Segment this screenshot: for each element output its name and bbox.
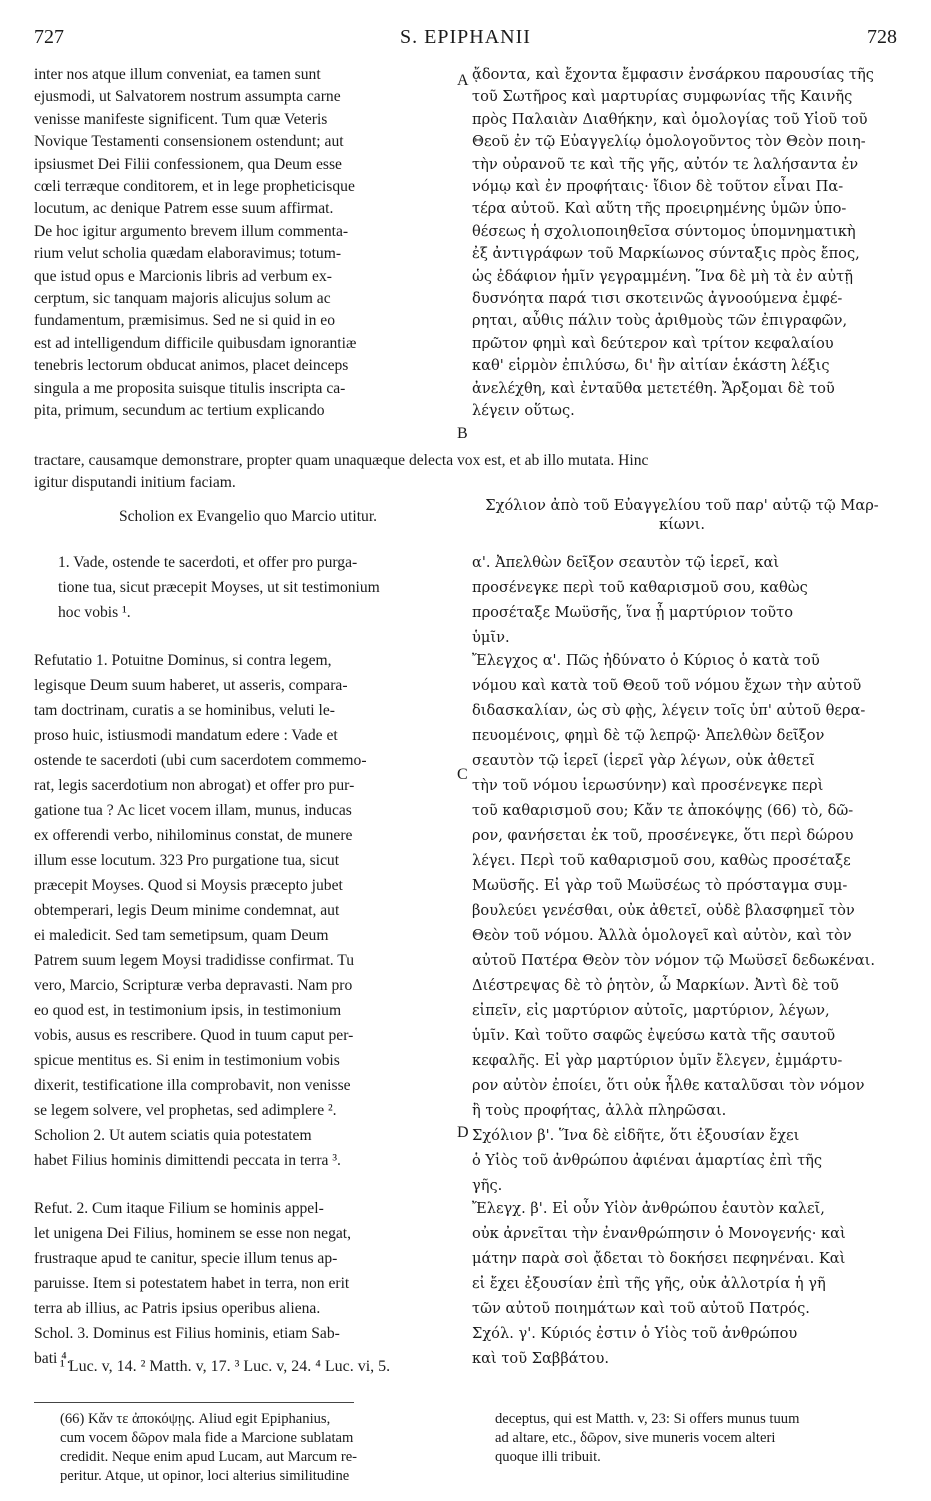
greek-line: πρῶτον φημὶ καὶ δεύτερον καὶ τρίτον κεφαλαίου: [472, 334, 834, 352]
greek-line: νόμου καὶ κατὰ τοῦ Θεοῦ τοῦ νόμου ἔχων τὴν αὐτοῦ: [472, 677, 862, 694]
greek-line: προσέταξε Μωϋσῆς, ἵνα ᾖ μαρτύριον τοῦτο: [472, 604, 794, 621]
greek-line: θέσεως ἡ σχολιοποιηθεῖσα σύντομος ὑπομνηματικὴ: [472, 222, 856, 240]
latin-line: spicue mentitus es. Si enim in testimonium vobis: [34, 1052, 340, 1069]
latin-line: 1. Vade, ostende te sacerdoti, et offer pro purga-: [58, 554, 358, 571]
latin-line: pita, primum, secundum ac tertium explicando: [34, 402, 325, 420]
latin-line: hoc vobis ¹.: [58, 604, 131, 621]
latin-line: habet Filius hominis dimittendi peccata in terra ³.: [34, 1152, 341, 1169]
greek-line: εἰ ἔχει ἐξουσίαν ἐπὶ τῆς γῆς, οὐκ ἀλλοτρία ἡ γῆ: [472, 1275, 826, 1292]
latin-line: fundamentum, præmisimus. Sed ne si quid in eo: [34, 312, 336, 330]
latin-line: Patrem suum legem Moysi tradidisse confirmat. Tu: [34, 952, 355, 969]
greek-line: Μωϋσῆς. Εἰ γὰρ τοῦ Μωϋσέως τὸ πρόσταγμα συμ-: [472, 877, 848, 894]
greek-line: οὐκ ἀρνεῖται τὴν ἐνανθρώπησιν ὁ Μονογενής· καὶ: [472, 1225, 846, 1242]
latin-line: Schol. 3. Dominus est Filius hominis, etiam Sab-: [34, 1325, 340, 1342]
latin-line: rat, legis sacerdotium non abrogat) et offer pro pur-: [34, 777, 355, 794]
margin-letter-c: C: [457, 766, 468, 783]
greek-line: λέγειν οὕτως.: [472, 402, 575, 420]
greek-line: ἀνελέχθη, καὶ ἐνταῦθα μετετέθη. Ἄρξομαι δὲ τοῦ: [472, 379, 835, 397]
full-width-lines: [34, 450, 900, 495]
latin-line: inter nos atque illum conveniat, ea tamen sunt: [34, 66, 321, 83]
latin-line: vero, Marcio, Scripturæ verba depravasti. Nam pro: [34, 977, 353, 994]
editor-note-left: [60, 1410, 456, 1486]
greek-line: καθ' εἱρμὸν ἐπιλύσω, δι' ἣν αἰτίαν ἑκάστη λέξις: [472, 357, 830, 375]
latin-line: locutum, ac denique Patrem esse suum affirmat.: [34, 200, 334, 218]
latin-line: cerptum, sic tanquam majoris alicujus solum ac: [34, 290, 331, 308]
note-line: ad altare, etc., δῶρον, sive muneris vocem alteri: [495, 1430, 776, 1446]
latin-line: rium velut scholia quædam elaboravimus; totum-: [34, 245, 342, 263]
latin-line: eo quod est, in testimonium ipsis, in testimonium: [34, 1002, 342, 1019]
latin-line: gatione tua ? Ac licet vocem illam, munus, inducas: [34, 802, 352, 819]
greek-line: τὴν τοῦ νόμου ἱερωσύνην) καὶ προσένεγκε περὶ: [472, 777, 824, 794]
latin-line: dixerit, testificatione illa comprobavit, non venisse: [34, 1077, 351, 1094]
greek-line: πευομένοις, φημὶ δὲ τῷ λεπρῷ· Ἀπελθὼν δεῖξον: [472, 727, 825, 744]
greek-line: Θεοῦ ἐν τῷ Εὐαγγελίῳ ὁμολογοῦντος τὸν Θεὸν ποιη-: [472, 133, 866, 151]
full-line: tractare, causamque demonstrare, propter quam unaquæque delecta vox est, et ab illo mutata. Hinc: [34, 452, 649, 469]
greek-line: μάτην παρὰ σοὶ ᾄδεται τὸ δοκήσει πεφηνέναι. Καὶ: [472, 1250, 846, 1267]
greek-column-top: [472, 64, 900, 423]
latin-line: tione tua, sicut præcepit Moyses, ut sit testimonium: [58, 579, 380, 596]
greek-line: νόμῳ καὶ ἐν προφήταις· ἴδιον δὲ τοῦτον εἶναι Πα-: [472, 178, 844, 196]
greek-line: τοῦ καθαρισμοῦ σου; Κἄν τε ἀποκόψῃς (66) τὸ, δῶ-: [472, 802, 854, 819]
latin-line: se legem solvere, vel prophetas, sed adimplere ².: [34, 1102, 337, 1119]
greek-heading: Σχόλιον ἀπὸ τοῦ Εὐαγγελίου τοῦ παρ' αὐτῷ τῷ Μαρ-κίωνι.: [485, 497, 879, 533]
greek-line: ὑμῖν. Καὶ τοῦτο σαφῶς ἐψεύσω κατὰ τῆς σαυτοῦ: [472, 1027, 836, 1044]
note-line: peritur. Atque, ut opinor, loci alterius similitudine: [60, 1468, 350, 1484]
latin-column-top: [34, 64, 462, 423]
greek-line: δυσνόητα παρά τισι σκοτεινῶς ἀγνοούμενα ἐμφέ-: [472, 290, 843, 308]
latin-line: bati ⁴.: [34, 1350, 71, 1367]
greek-line: ρηται, αὖθις πάλιν τοὺς ἀριθμοὺς τῶν ἐπιγραφῶν,: [472, 312, 848, 330]
margin-letter-d: D: [457, 1124, 469, 1141]
latin-line: paruisse. Item si potestatem habet in terra, non erit: [34, 1275, 350, 1292]
greek-line: γῆς.: [472, 1177, 503, 1194]
latin-line: proso huic, istiusmodi mandatum edere : Vade et: [34, 727, 338, 744]
latin-line: Refut. 2. Cum itaque Filium se hominis appel-: [34, 1200, 324, 1217]
latin-line: Refutatio 1. Potuitne Dominus, si contra legem,: [34, 652, 332, 669]
full-line: igitur disputandi initium faciam.: [34, 474, 236, 492]
latin-line: ejusmodi, ut Salvatorem nostrum assumpta carne: [34, 88, 341, 106]
latin-line: De hoc igitur argumento brevem illum commenta-: [34, 222, 349, 240]
page-header: [34, 26, 897, 52]
editor-note-right: [495, 1410, 899, 1467]
footnote-references: ¹ Luc. v, 14. ² Matth. v, 17. ³ Luc. v, 24. ⁴ Luc. vi, 5.: [60, 1358, 391, 1375]
greek-line: τέρα αὐτοῦ. Καὶ αὕτη τῆς προειρημένης ὑμῶν ὑπο-: [472, 200, 847, 218]
greek-line: ὑμῖν.: [472, 629, 510, 646]
greek-line: αὐτοῦ Πατέρα Θεὸν τὸν νόμον τῷ Μωϋσεῖ δεδωκέναι.: [472, 952, 876, 969]
note-line: (66) Κἄν τε ἀποκόψῃς. Aliud egit Epiphanius,: [60, 1411, 331, 1427]
greek-line: βουλεύει γενέσθαι, οὐκ ἀθετεῖ, οὐδὲ βλασφημεῖ τὸν: [472, 902, 855, 919]
latin-line: vobis, ausus es rescribere. Quod in tuum caput per-: [34, 1027, 354, 1044]
latin-line: tenebris lectorum obducat animos, placet deinceps: [34, 357, 349, 375]
latin-line: obtemperari, legis Deum minime condemnat, aut: [34, 902, 340, 919]
greek-line: Θεὸν τοῦ νόμου. Ἀλλὰ ὁμολογεῖ καὶ αὐτὸν, καὶ τὸν: [472, 927, 852, 944]
greek-line: διδασκαλίαν, ὡς σὺ φῂς, λέγειν τοῖς ὑπ' αὐτοῦ θερα-: [472, 702, 866, 719]
right-page-number: 728: [867, 26, 897, 48]
margin-letter-b: B: [457, 425, 468, 442]
greek-line: τοῦ Σωτῆρος καὶ μαρτυρίας συμφωνίας τῆς Καινῆς: [472, 88, 853, 106]
margin-letter-a: A: [457, 72, 469, 89]
greek-line: ἢ τοὺς προφήτας, ἀλλὰ πληρῶσαι.: [472, 1102, 727, 1119]
greek-line: ρον αὐτὸν ἐποίει, ὅτι οὐκ ἦλθε καταλῦσαι τὸν νόμον: [472, 1077, 865, 1094]
latin-line: frustraque apud te canitur, specie illum tenus ap-: [34, 1250, 338, 1267]
latin-line: ei maledicit. Sed tam semetipsum, quam Deum: [34, 927, 329, 944]
latin-line: ipsiusmet Dei Filii confessionem, qua Deum esse: [34, 155, 342, 173]
latin-line: legisque Deum suum haberet, ut asseris, compara-: [34, 677, 348, 694]
latin-line: ostende te sacerdoti (ubi cum sacerdotem commemo-: [34, 752, 367, 769]
greek-line: κεφαλῆς. Εἰ γὰρ μαρτύριον ὑμῖν ἔλεγεν, ἐμμάρτυ-: [472, 1052, 843, 1069]
greek-line: ρον, φανήσεται ἐκ τοῦ, προσένεγκε, ὅτι περὶ δώρου: [472, 827, 854, 844]
greek-line: ἐξ ἀντιγράφων τοῦ Μαρκίωνος σύνταξις πρὸς ἔπος,: [472, 245, 860, 263]
greek-line: προσένεγκε περὶ τοῦ καθαρισμοῦ σου, καθὼς: [472, 579, 808, 596]
note-line: cum vocem δῶρον mala fide a Marcione sublatam: [60, 1430, 354, 1446]
latin-line: tam doctrinam, curatis a se hominibus, veluti le-: [34, 702, 335, 719]
greek-line: τὴν οὐρανοῦ τε καὶ τῆς γῆς, αὐτόν τε λαλήσαντα ἐν: [472, 155, 859, 173]
note-line: quoque illi tribuit.: [495, 1449, 601, 1465]
greek-line: εἰπεῖν, εἰς μαρτύριον αὐτοῖς, μαρτύριον, λέγων,: [472, 1002, 830, 1019]
greek-line: λέγει. Περὶ τοῦ καθαρισμοῦ σου, καθὼς προσέταξε: [472, 852, 851, 869]
greek-line: Σχόλιον β'. Ἵνα δὲ εἰδῆτε, ὅτι ἐξουσίαν ἔχει: [472, 1127, 800, 1144]
latin-line: singula a me proposita suisque titulis inscripta ca-: [34, 379, 346, 397]
latin-line: cœli terræque conditorem, et in lege propheticisque: [34, 178, 355, 196]
greek-line: πρὸς Παλαιὰν Διαθήκην, καὶ ὁμολογίας τοῦ Υἱοῦ τοῦ: [472, 110, 868, 128]
latin-heading: Scholion ex Evangelio quo Marcio utitur.: [118, 508, 378, 525]
greek-line: α'. Ἀπελθὼν δεῖξον σεαυτὸν τῷ ἱερεῖ, καὶ: [472, 554, 780, 571]
latin-line: que istud opus e Marcionis libris ad verbum ex-: [34, 267, 332, 285]
greek-line: Ἔλεγχ. β'. Εἰ οὖν Υἱὸν ἀνθρώπου ἑαυτὸν καλεῖ,: [472, 1200, 825, 1217]
latin-line: præcepit Moyses. Quod si Moysis præcepto jubet: [34, 877, 343, 894]
latin-line: Scholion 2. Ut autem sciatis quia potestatem: [34, 1127, 312, 1144]
note-line: credidit. Neque enim apud Lucam, aut Marcum re-: [60, 1449, 358, 1465]
note-line: deceptus, qui est Matth. v, 23: Si offers munus tuum: [495, 1411, 800, 1427]
greek-line: σεαυτὸν τῷ ἱερεῖ (ἱερεῖ γὰρ λέγων, οὐκ ἀθετεῖ: [472, 752, 815, 769]
greek-line: Ἔλεγχος α'. Πῶς ἠδύνατο ὁ Κύριος ὁ κατὰ τοῦ: [472, 652, 820, 669]
greek-line: καὶ τοῦ Σαββάτου.: [472, 1350, 609, 1367]
latin-line: Novique Testamenti consensionem ostendunt; aut: [34, 133, 344, 151]
greek-line: ᾄδοντα, καὶ ἔχοντα ἔμφασιν ἐνσάρκου παρουσίας τῆς: [472, 66, 874, 83]
greek-line: ὁ Υἱὸς τοῦ ἀνθρώπου ἀφιέναι ἁμαρτίας ἐπὶ τῆς: [472, 1152, 823, 1169]
greek-line: Διέστρεψας δὲ τὸ ῥητὸν, ὦ Μαρκίων. Ἀντὶ δὲ τοῦ: [472, 977, 839, 994]
greek-line: τῶν αὐτοῦ ποιημάτων καὶ τοῦ αὐτοῦ Πατρός.: [472, 1300, 810, 1317]
greek-line: Σχόλ. γ'. Κύριός ἐστιν ὁ Υἱὸς τοῦ ἀνθρώπου: [472, 1325, 798, 1342]
left-page-number: 727: [34, 26, 64, 48]
latin-line: venisse manifeste significent. Tum quæ Veteris: [34, 110, 328, 128]
running-title: S. EPIPHANII: [400, 26, 531, 48]
latin-line: terra ab illius, ac Patris ipsius operibus aliena.: [34, 1300, 321, 1317]
greek-line: ὡς ἐδάφιον ἡμῖν γεγραμμένη. Ἵνα δὲ μὴ τὰ ἐν αὐτῇ: [472, 267, 853, 285]
latin-line: let unigena Dei Filius, hominem se esse non negat,: [34, 1225, 352, 1242]
footnote-rule: [34, 1402, 354, 1403]
latin-line: ex offerendi verbo, nihilominus constat, de munere: [34, 827, 353, 844]
latin-line: illum esse locutum. 323 Pro purgatione tua, sicut: [34, 852, 340, 869]
latin-line: est ad intelligendum difficile quibusdam ignorantiæ: [34, 334, 357, 352]
